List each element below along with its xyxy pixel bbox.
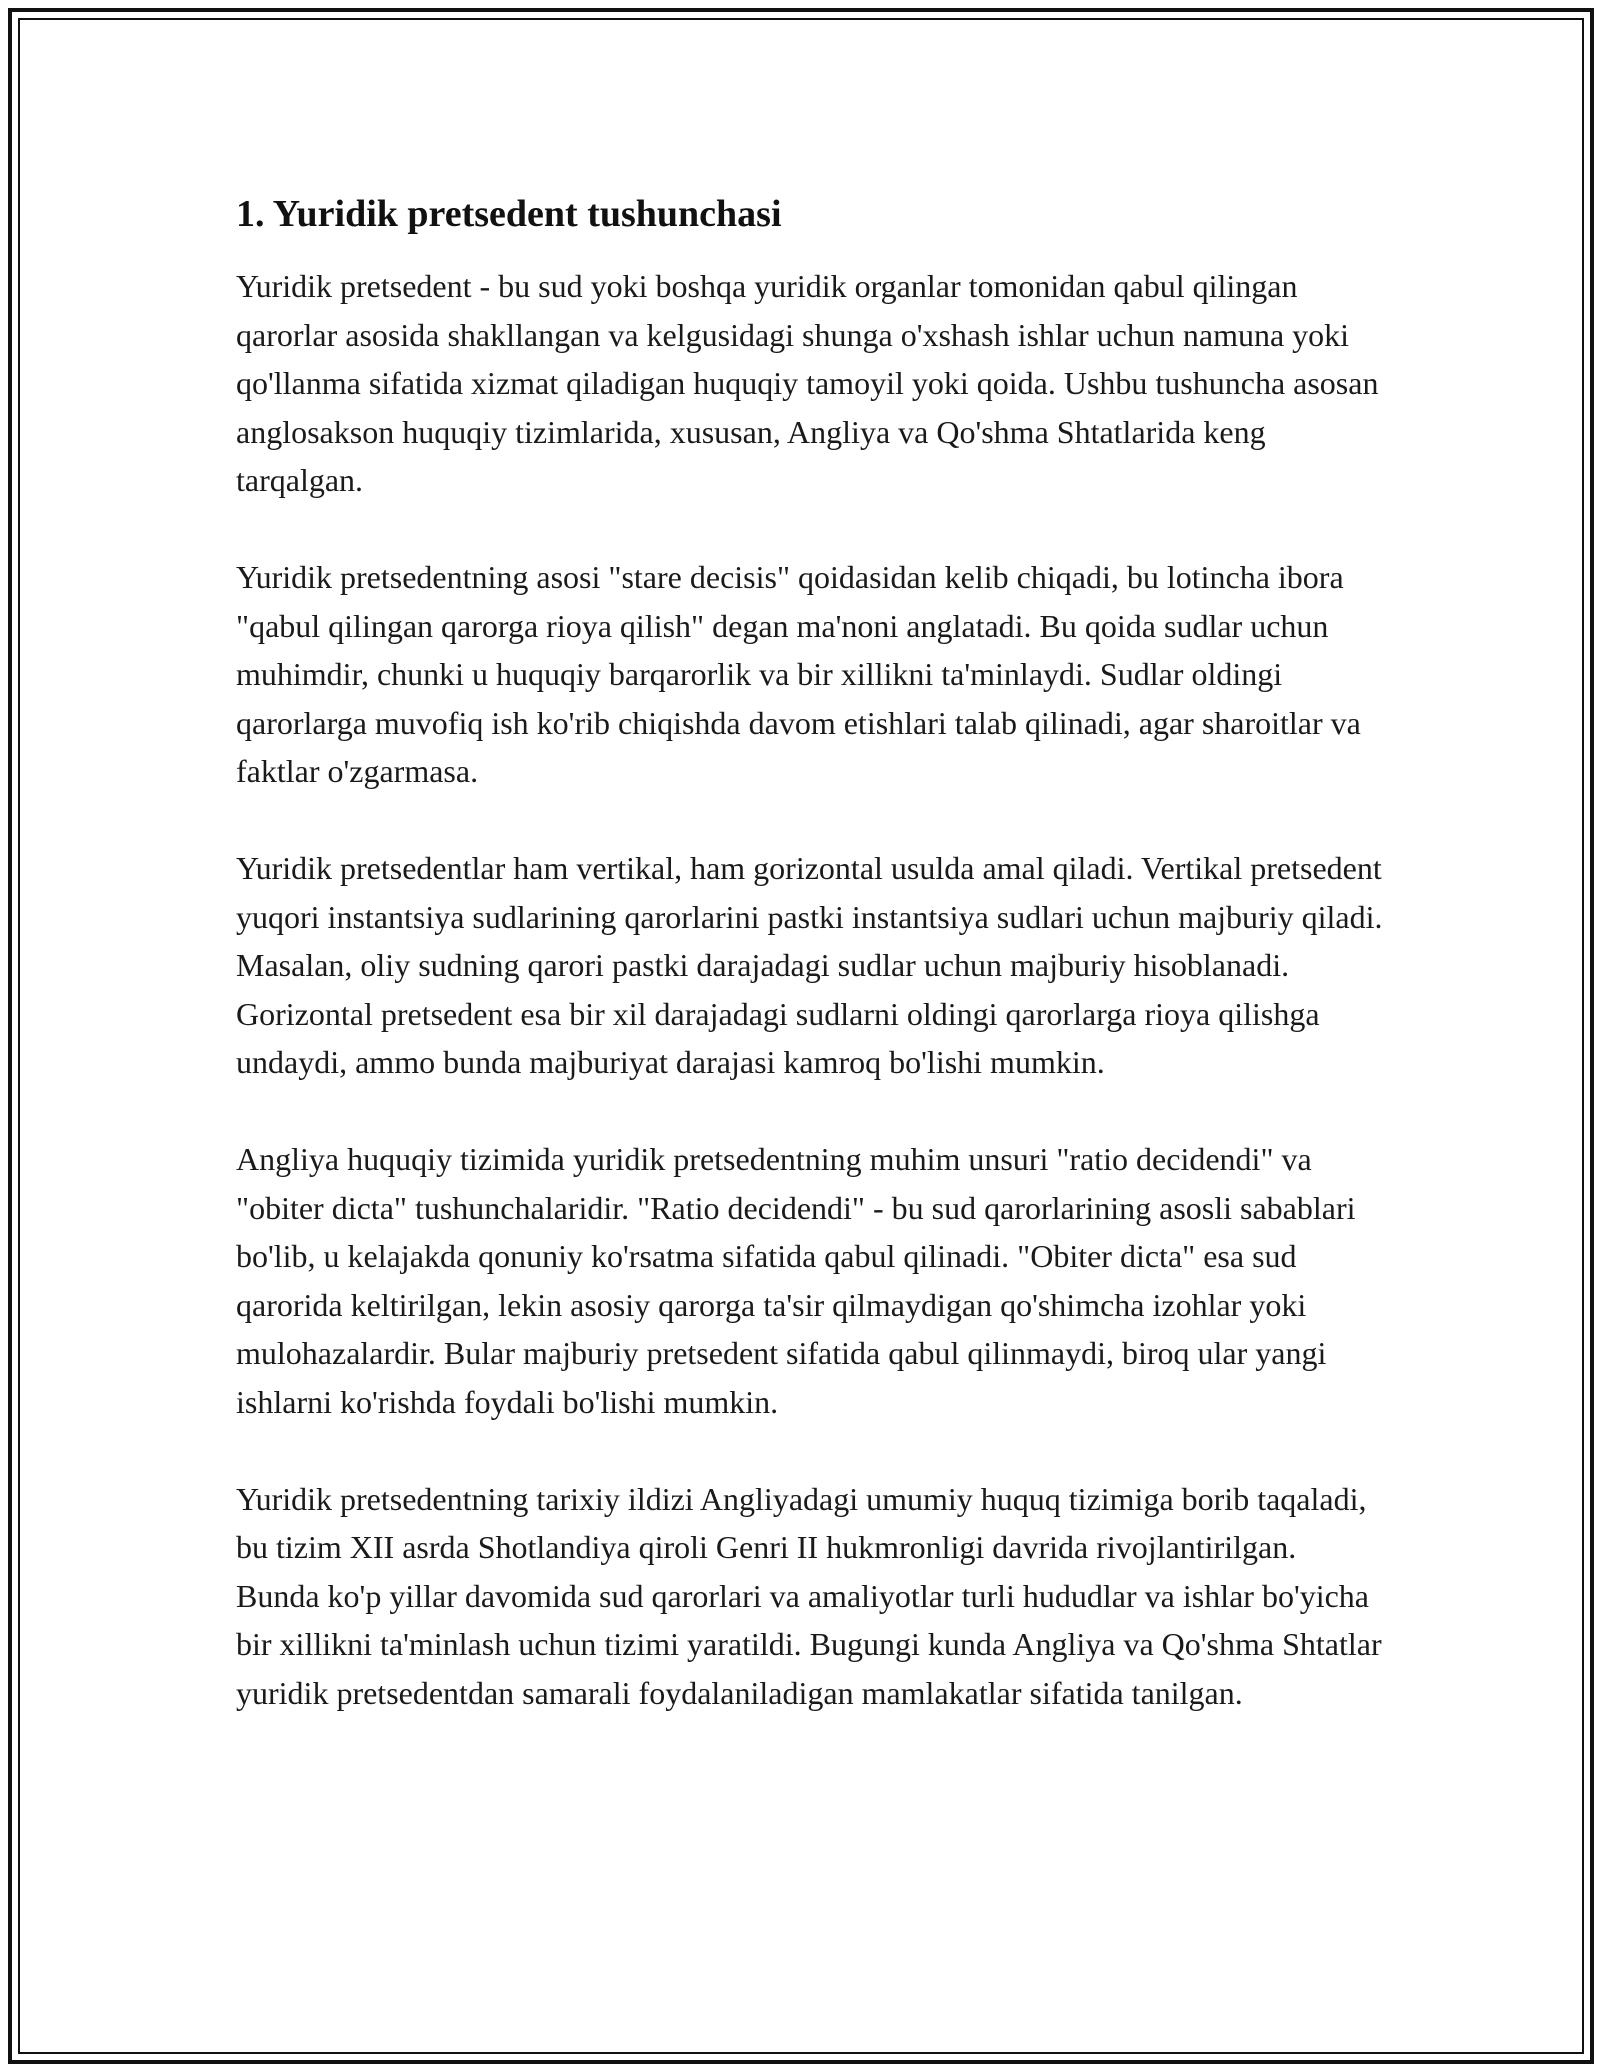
section-heading: 1. Yuridik pretsedent tushunchasi [236,193,782,235]
paragraph-3: Yuridik pretsedentlar ham vertikal, ham gorizontal usulda amal qiladi. Vertikal pretsedent yuqori instantsiya sudlarining qarorlarini pastki instantsiya sudlari uchun majburiy qiladi. Masalan, oliy sudning qarori pastki darajadagi sudlar uchun majburiy hisoblanadi. Gorizontal pretsedent esa bir xil darajadagi sudlarni oldingi qarorlarga rioya qilishga undaydi, ammo bunda majburiyat darajasi kamroq bo'lishi mumkin. [236,850,1383,1080]
paragraph-5: Yuridik pretsedentning tarixiy ildizi Angliyadagi umumiy huquq tizimiga borib taqaladi, bu tizim XII asrda Shotlandiya qiroli Genri II hukmronligi davrida rivojlantirilgan. Bunda ko'p yillar davomida sud qarorlari va amaliyotlar turli hududlar va ishlar bo'yicha bir xillikni ta'minlash uchun tizimi yaratildi. Bugungi kunda Angliya va Qo'shma Shtatlar yuridik pretsedentdan samarali foydalaniladigan mamlakatlar sifatida tanilgan. [236,1480,1382,1711]
paragraph-2: Yuridik pretsedentning asosi "stare decisis" qoidasidan kelib chiqadi, bu lotincha ibora "qabul qilingan qarorga rioya qilish" degan ma'noni anglatadi. Bu qoida sudlar uchun muhimdir, chunki u huquqiy barqarorlik va bir xillikni ta'minlaydi. Sudlar oldingi qarorlarga muvofiq ish ko'rib chiqishda davom etishlari talab qilinadi, agar sharoitlar va faktlar o'zgarmasa. [236,559,1361,789]
paragraph-4: Angliya huquqiy tizimida yuridik pretsedentning muhim unsuri "ratio decidendi" va "obiter dicta" tushunchalaridir. "Ratio decidendi" - bu sud qarorlarining asosli sabablari bo'lib, u kelajakda qonuniy ko'rsatma sifatida qabul qilinadi. "Obiter dicta" esa sud qarorida keltirilgan, lekin asosiy qarorga ta'sir qilmaydigan qo'shimcha izohlar yoki mulohazalardir. Bular majburiy pretsedent sifatida qabul qilinmaydi, biroq ular yangi ishlarni ko'rishda foydali bo'lishi mumkin. [236,1141,1356,1420]
document-body [236,188,1386,1717]
paragraph-1: Yuridik pretsedent - bu sud yoki boshqa yuridik organlar tomonidan qabul qilingan qarorlar asosida shakllangan va kelgusidagi shunga o'xshash ishlar uchun namuna yoki qo'llanma sifatida xizmat qiladigan huquqiy tamoyil yoki qoida. Ushbu tushuncha asosan anglosakson huquqiy tizimlarida, xususan, Angliya va Qo'shma Shtatlarida keng tarqalgan. [236,268,1379,498]
